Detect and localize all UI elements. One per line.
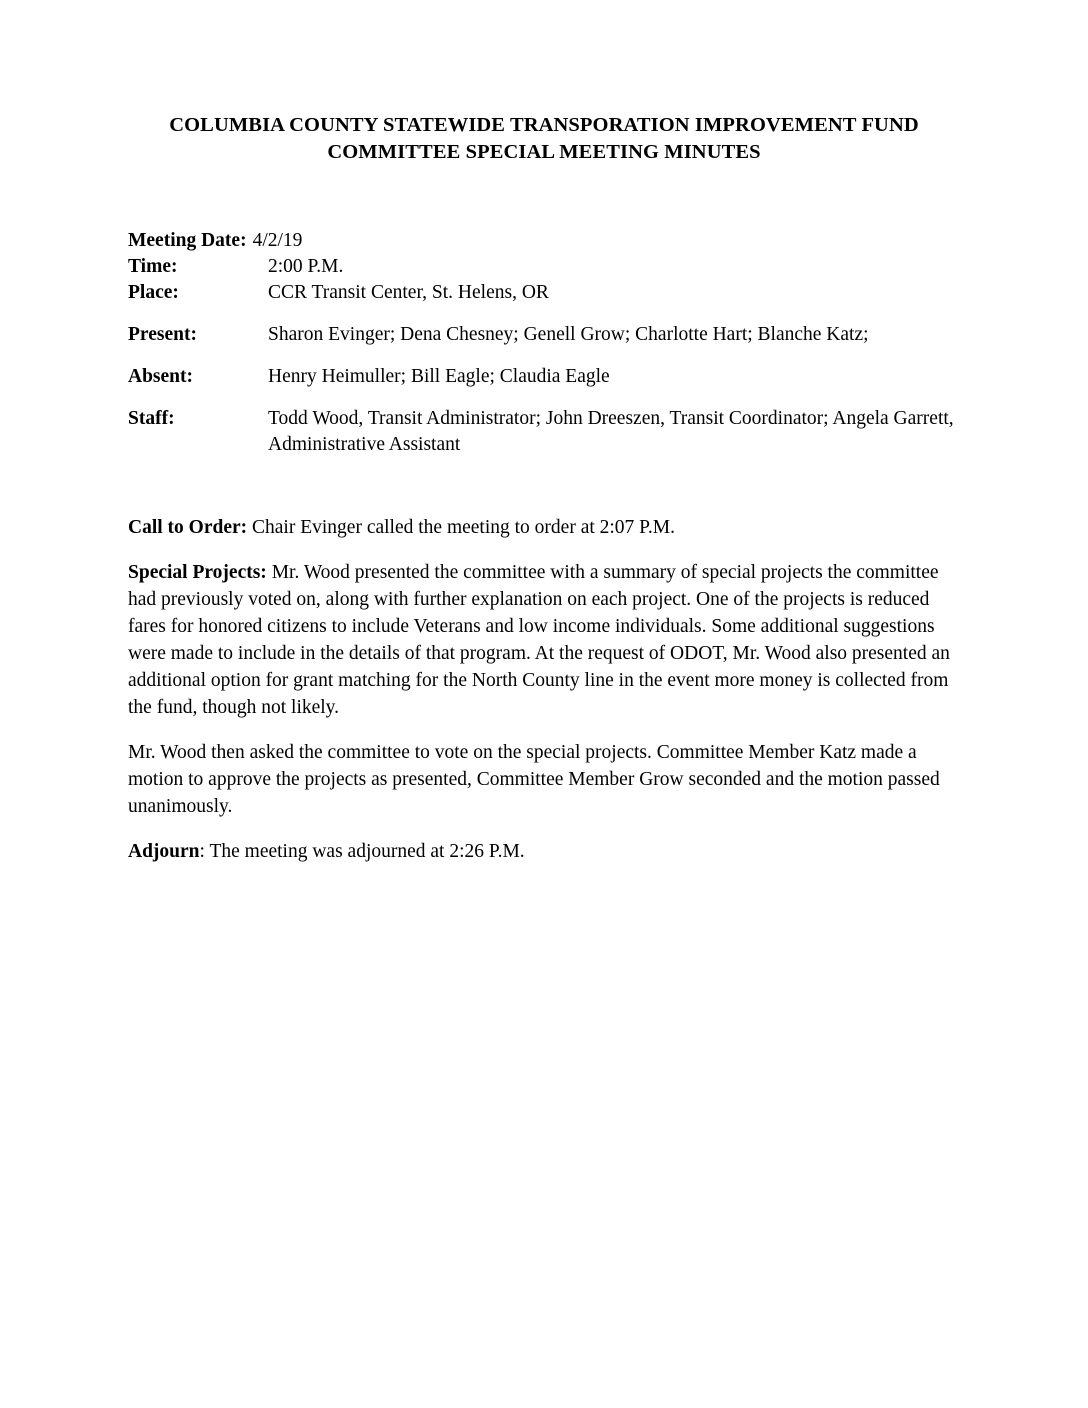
adjourn-label: Adjourn xyxy=(128,841,200,862)
meeting-date-row xyxy=(128,228,960,254)
page-title-line-1: COLUMBIA COUNTY STATEWIDE TRANSPORATION IMPROVEMENT FUND xyxy=(169,114,919,136)
adjourn-text: : The meeting was adjourned at 2:26 P.M. xyxy=(199,841,525,862)
call-to-order-text: Chair Evinger called the meeting to order at 2:07 P.M. xyxy=(252,517,675,538)
absent-row xyxy=(128,364,960,390)
present-value: Sharon Evinger; Dena Chesney; Genell Grow; Charlotte Hart; Blanche Katz; xyxy=(268,324,869,345)
staff-label: Staff: xyxy=(128,408,175,429)
place-value: CCR Transit Center, St. Helens, OR xyxy=(268,282,549,303)
special-projects-label: Special Projects: xyxy=(128,562,267,583)
time-row xyxy=(128,254,960,280)
special-projects-text: Mr. Wood presented the committee with a summary of special projects the committee had previously voted on, along with further explanation on each project. One of the projects is reduced fares for honored citizens to include Veterans and low income individuals. Some additional suggestions were made to include in the details of that program. At the request of ODOT, Mr. Wood also presented an additional option for grant matching for the North County line in the event more money is collected from the fund, though not likely. xyxy=(128,562,950,718)
present-label: Present: xyxy=(128,324,197,345)
staff-row xyxy=(128,406,960,458)
absent-value: Henry Heimuller; Bill Eagle; Claudia Eagle xyxy=(268,366,610,387)
time-label: Time: xyxy=(128,256,178,277)
call-to-order-paragraph xyxy=(128,514,960,541)
minutes-body xyxy=(128,514,960,865)
meeting-date-value: 4/2/19 xyxy=(252,230,303,251)
page-title-line-2: COMMITTEE SPECIAL MEETING MINUTES xyxy=(327,141,761,163)
adjourn-paragraph xyxy=(128,838,960,865)
call-to-order-label: Call to Order: xyxy=(128,517,248,538)
place-row xyxy=(128,280,960,306)
place-label: Place: xyxy=(128,282,179,303)
meeting-date-label: Meeting Date: xyxy=(128,230,247,251)
staff-value: Todd Wood, Transit Administrator; John Dreeszen, Transit Coordinator; Angela Garrett, Administrative Assistant xyxy=(268,408,954,455)
absent-label: Absent: xyxy=(128,366,194,387)
present-row xyxy=(128,322,960,348)
page-title xyxy=(128,112,960,166)
meeting-metadata xyxy=(128,228,960,458)
vote-paragraph: Mr. Wood then asked the committee to vote on the special projects. Committee Member Katz made a motion to approve the projects as presented, Committee Member Grow seconded and the motion passed unanimously. xyxy=(128,742,940,817)
special-projects-paragraph xyxy=(128,559,960,721)
time-value: 2:00 P.M. xyxy=(268,256,344,277)
